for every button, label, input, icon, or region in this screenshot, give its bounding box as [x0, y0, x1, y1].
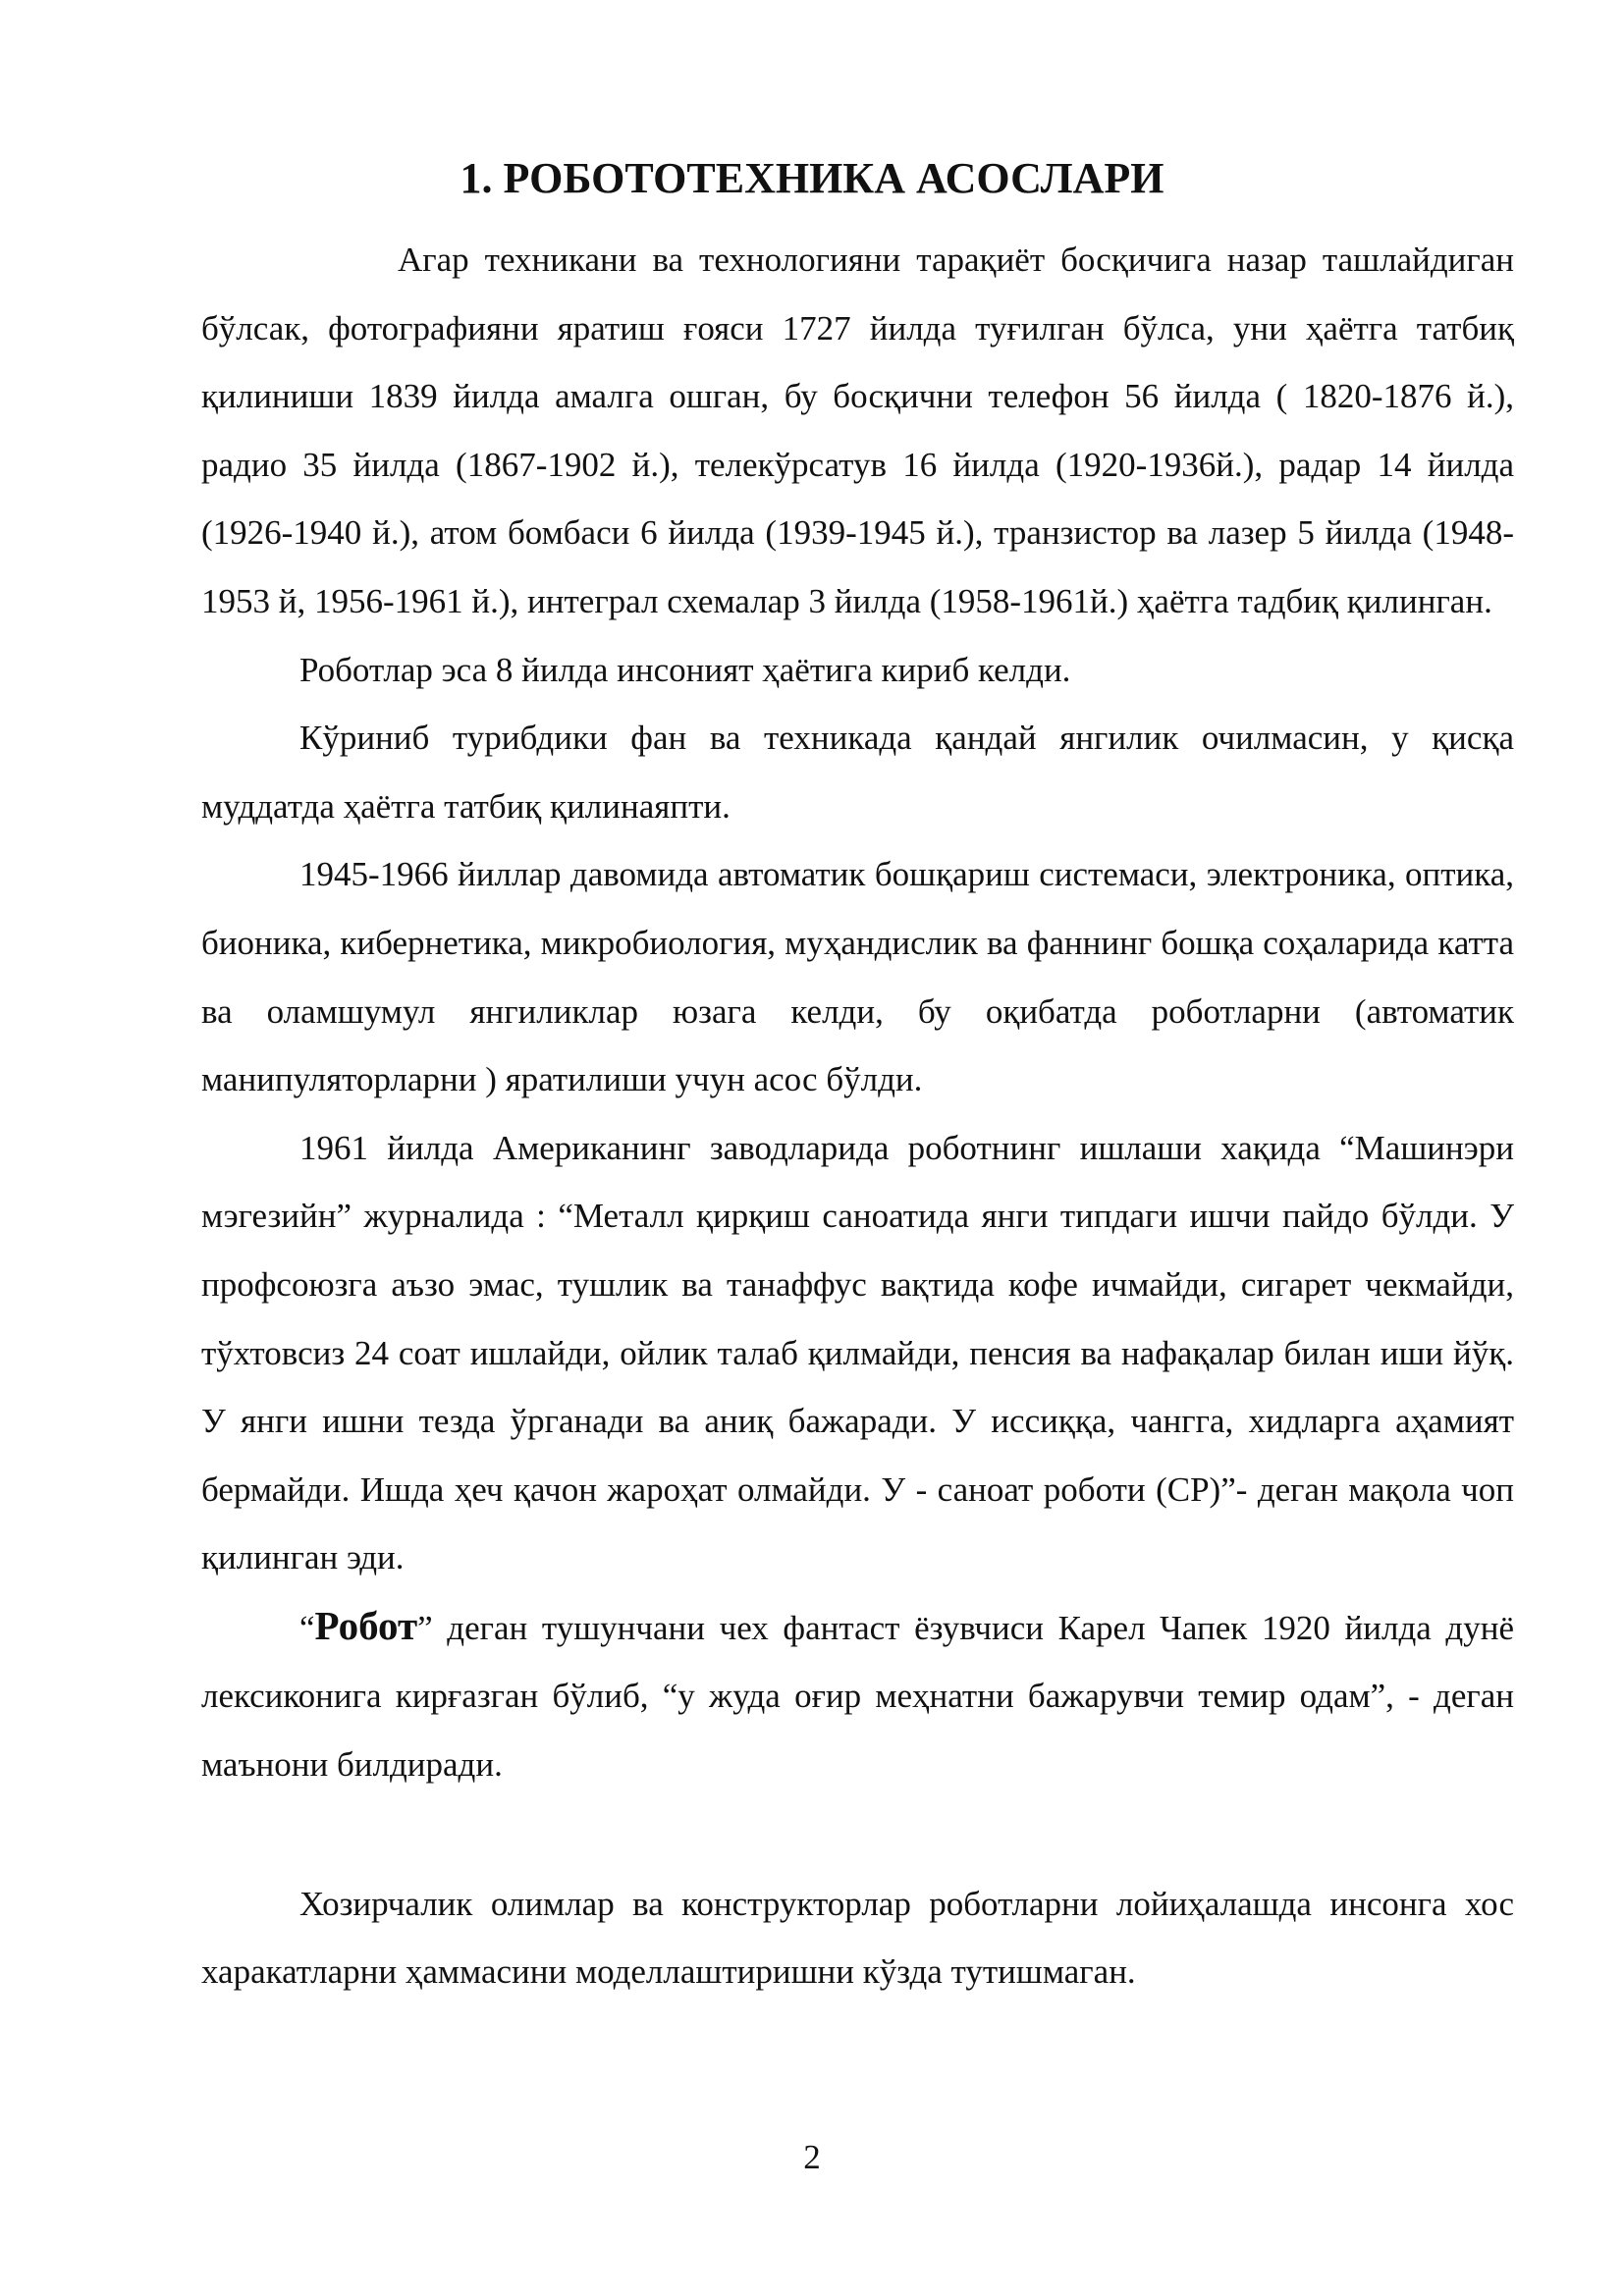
open-quote: “: [299, 1608, 315, 1647]
page-number: 2: [803, 2138, 821, 2176]
paragraph-spacer: [201, 1799, 1514, 1870]
body-text: [201, 226, 1514, 2006]
paragraph-1961-industrial-robot: 1961 йилда Американинг заводларида роботнинг ишлаши хақида “Машинэри мэгезийн” журналида : “Металл қирқиш саноатида янги типдаги ишчи пайдо бўлди. У профсоюзга аъзо эмас, тушлик ва танаффус вақтида кофе ичмайди, сигарет чекмайди, тўхтовсиз 24 соат ишлайди, ойлик талаб қилмайди, пенсия ва нафақалар билан иши йўқ. У янги ишни тезда ўрганади ва аниқ бажаради. У иссиққа, чангга, хидларга аҳамият бермайди. Ишда ҳеч қачон жароҳат олмайди. У - саноат роботи (СР)”- деган мақола чоп қилинган эди.: [201, 1128, 1514, 1577]
paragraph-history-of-technology: Агар техникани ва технологияни тарақиёт босқичига назар ташлайдиган бўлсак, фотографияни яратиш ғояси 1727 йилда туғилган бўлса, уни ҳаётга татбиқ қилиниши 1839 йилда амалга ошган, бу босқични телефон 56 йилда ( 1820-1876 й.), радио 35 йилда (1867-1902 й.), телекўрсатув 16 йилда (1920-1936й.), радар 14 йилда (1926-1940 й.), атом бомбаси 6 йилда (1939-1945 й.), транзистор ва лазер 5 йилда (1948-1953 й, 1956-1961 й.), интеграл схемалар 3 йилда (1958-1961й.) ҳаётга тадбиқ қилинган.: [201, 240, 1514, 620]
robot-term: Робот: [314, 1602, 418, 1648]
paragraph-science-innovation: Кўриниб турибдики фан ва техникада қандай янгилик очилмасин, у қисқа муддатда ҳаётга татбиқ қилинаяпти.: [201, 719, 1514, 826]
chapter-title: 1. РОБОТОТЕХНИКА АСОСЛАРИ: [460, 154, 1164, 202]
robot-term-definition: ” деган тушунчани чех фантаст ёзувчиси Карел Чапек 1920 йилда дунё лексиконига кирғазган бўлиб, “у жуда оғир меҳнатни бажарувчи темир одам”, - деган маънони билдиради.: [201, 1608, 1514, 1785]
paragraph-robot-term-origin: [201, 1592, 1514, 1799]
paragraph-1945-1966-advances: 1945-1966 йиллар давомида автоматик бошқариш системаси, электроника, оптика, бионика, кибернетика, микробиология, муҳандислик ва фаннинг бошқа соҳаларида катта ва оламшумул янгиликлар юзага келди, бу оқибатда роботларни (автоматик манипуляторларни ) яратилиши учун асос бўлди.: [201, 855, 1514, 1099]
paragraph-scientists-designers: Хозирчалик олимлар ва конструкторлар роботларни лойиҳалашда инсонга хос харакатларни ҳаммасини моделлаштиришни кўзда тутишмаган.: [201, 1884, 1514, 1992]
paragraph-robots-eight-years: Роботлар эса 8 йилда инсоният ҳаётига кириб келди.: [299, 650, 1071, 689]
